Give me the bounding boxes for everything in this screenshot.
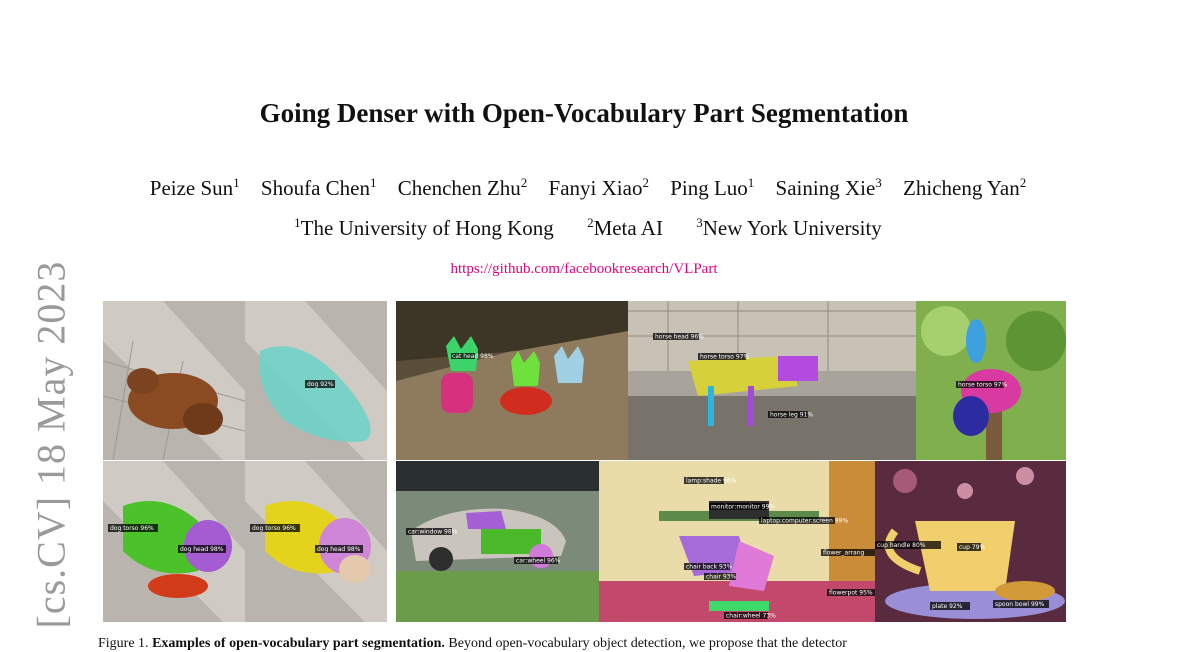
- figure-panel-tree: [916, 301, 1066, 460]
- flower-arrangement-label: flower_arrang: [823, 549, 865, 557]
- lampshade-label: lamp:shade 96%: [686, 477, 737, 485]
- dog-torso-label: dog torso 96%: [110, 525, 154, 532]
- cat-head-label: cat head 98%: [452, 353, 494, 360]
- paper-title: Going Denser with Open-Vocabulary Part Segmentation: [259, 98, 909, 128]
- car-image: [396, 461, 599, 622]
- dog-parts-image-2: [245, 461, 387, 622]
- cup-label: cup 79%: [959, 544, 986, 551]
- arxiv-stamp: [cs.CV] 18 May 2023: [28, 260, 74, 629]
- affiliation: $^3$New York University: [696, 215, 882, 240]
- affiliation-list: [0, 216, 1176, 241]
- chairwheel-label: chair:wheel 73%: [726, 612, 776, 620]
- horse-head-label: horse head 96%: [655, 333, 704, 341]
- laptop-label: laptop:computer:screen 99%: [761, 517, 849, 525]
- figure-panel-room: [599, 461, 875, 622]
- horse-torso-label: horse torso 97%: [700, 353, 750, 361]
- chair-label: chair 93%: [706, 573, 737, 581]
- affiliation: $^1$The University of Hong Kong: [294, 215, 554, 240]
- room-image: [599, 461, 875, 622]
- author: Shoufa Chen$^1$: [260, 175, 377, 200]
- cats-image: [396, 301, 628, 460]
- spoon-bowl-label: spoon bowl 99%: [995, 601, 1045, 608]
- car-window-label: car:window 98%: [408, 528, 458, 536]
- flowerpot-label: flowerpot 95%: [829, 589, 873, 597]
- cup-image: [875, 461, 1066, 622]
- author: Zhicheng Yan$^2$: [903, 175, 1027, 200]
- affiliation: $^2$Meta AI: [587, 215, 663, 240]
- figure-panel-dog-parts-2: [245, 461, 387, 622]
- monitor-label: monitor:monitor 99%: [711, 503, 776, 511]
- dog-photo: [103, 301, 245, 460]
- barn-image: [628, 301, 916, 460]
- figure-panel-cats: [396, 301, 628, 460]
- author: Fanyi Xiao$^2$: [548, 175, 649, 200]
- car-wheel-label: car:wheel 96%: [516, 557, 561, 565]
- dog-mask-image: [245, 301, 387, 460]
- figure-panel-cup: [875, 461, 1066, 622]
- tree-image: [916, 301, 1066, 460]
- chair-back-label: chair back 93%: [686, 563, 733, 571]
- figure-panel-dog-mask: [245, 301, 387, 460]
- dog-parts-image: [103, 461, 245, 622]
- dog-head-label: dog head 98%: [180, 546, 224, 553]
- author: Ping Luo$^1$: [670, 175, 755, 200]
- plate-label: plate 92%: [932, 603, 963, 610]
- author: Chenchen Zhu$^2$: [397, 175, 528, 200]
- github-link[interactable]: https://github.com/facebookresearch/VLPart: [450, 261, 718, 277]
- author-list: [0, 176, 1176, 201]
- cup-handle-label: cup handle 80%: [877, 542, 926, 549]
- figure-panel-dog-original: [103, 301, 245, 460]
- dog-label: dog 92%: [307, 381, 334, 388]
- dog-torso-label-2: dog torso 96%: [252, 525, 296, 532]
- figure-caption: Figure 1. Examples of open-vocabulary part segmentation. Beyond open-vocabulary object detection, we propose that the detector: [98, 636, 847, 651]
- horse-leg-label: horse leg 91%: [770, 411, 814, 419]
- dog-head-label-2: dog head 98%: [317, 546, 361, 553]
- figure-panel-barn: [628, 301, 916, 460]
- tree-horse-torso-label: horse torso 97%: [958, 381, 1008, 389]
- figure-panel-car: [396, 461, 599, 622]
- figure-panel-dog-parts: [103, 461, 245, 622]
- author: Saining Xie$^3$: [775, 175, 882, 200]
- author: Peize Sun$^1$: [149, 175, 240, 200]
